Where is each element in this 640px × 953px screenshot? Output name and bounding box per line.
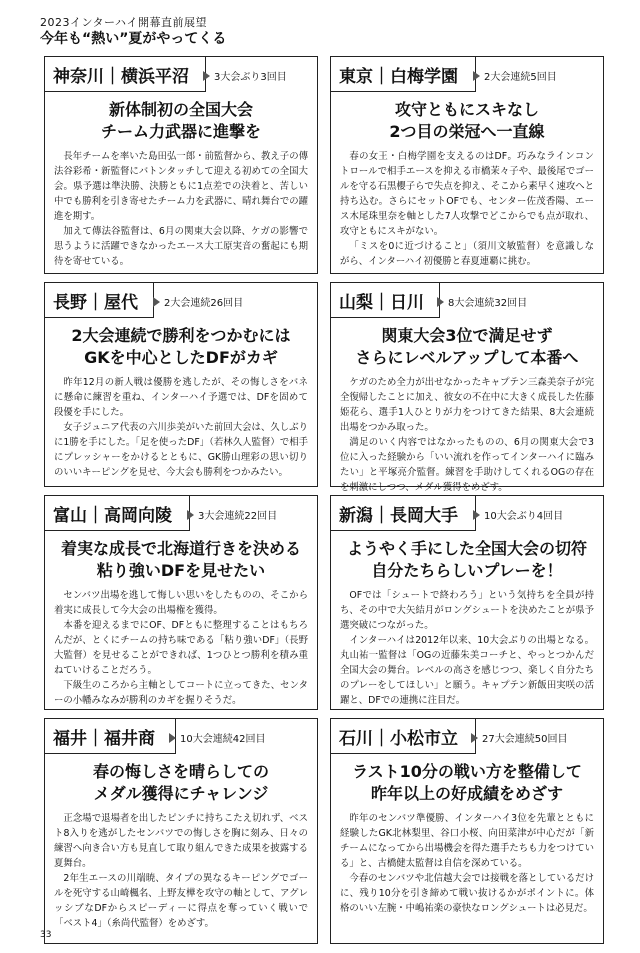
- card-body: [54, 375, 308, 480]
- team-name: 石川｜小松市立: [339, 728, 458, 749]
- card-body: [340, 375, 594, 495]
- headline-line: ラスト10分の戦い方を整備して: [352, 762, 582, 781]
- headline-line: ようやく手にした全国大会の切符: [346, 539, 587, 558]
- team-name: 新潟｜長岡大手: [339, 505, 458, 526]
- headline-line: 新体制初の全国大会: [108, 100, 253, 119]
- card-headline: [331, 99, 603, 143]
- headline-line: メダル獲得にチャレンジ: [93, 784, 269, 803]
- headline-line: 昨年以上の好成績をめざす: [370, 784, 563, 803]
- team-card: [44, 56, 318, 274]
- body-paragraph: OFでは「シュートで終わろう」という気持ちを全員が持ち、その中で大矢結月がロングシュートを決めたことが県予選突破につながった。: [340, 590, 594, 631]
- card-body: [54, 588, 308, 708]
- team-name: 富山｜高岡向陵: [53, 505, 172, 526]
- team-card: [330, 495, 604, 710]
- team-tab: [45, 496, 190, 531]
- appearance-count: [169, 730, 265, 745]
- arrow-icon: [203, 71, 210, 81]
- body-paragraph: インターハイは2012年以来、10大会ぶりの出場となる。丸山祐一監督は「OGの近藤朱美コーチと、やっとつかんだ全国大会の舞台。レベルの高さを感じつつ、楽しく自分たちのプレーをしてほしい」と願う。キャプテン新飯田実咲の活躍と、DFでの連携に注目だ。: [340, 635, 594, 706]
- headline-line: 攻守ともにスキなし: [394, 100, 539, 119]
- body-paragraph: 今春のセンバツや北信越大会では接戦を落としているだけに、残り10分を引き締めて戦い抜けるかがポイントに。体格のいい左腕・中嶋祐楽の豪快なロングシュートは必見だ。: [340, 873, 594, 914]
- team-name: 山梨｜日川: [339, 292, 424, 313]
- appearance-text: 3大会連続22回目: [198, 511, 278, 522]
- card-body: [54, 811, 308, 931]
- appearance-count: [187, 507, 277, 522]
- appearance-count: [153, 294, 243, 309]
- arrow-icon: [473, 71, 480, 81]
- headline-line: 着実な成長で北海道行きを決める: [60, 539, 301, 558]
- team-tab: [331, 283, 440, 318]
- appearance-text: 8大会連続32回目: [448, 298, 528, 309]
- card-headline: [45, 761, 317, 805]
- team-tab: [45, 283, 154, 318]
- appearance-count: [203, 68, 287, 83]
- appearance-text: 10大会連続42回目: [180, 734, 266, 745]
- arrow-icon: [187, 510, 194, 520]
- headline-line: 自分たちらしいプレーを！: [371, 561, 563, 580]
- appearance-text: 3大会ぶり3回目: [214, 72, 287, 83]
- team-card: [44, 495, 318, 710]
- appearance-count: [473, 68, 557, 83]
- team-tab: [331, 496, 476, 531]
- team-card: [330, 718, 604, 944]
- team-card: [330, 282, 604, 493]
- team-name: 神奈川｜横浜平沼: [53, 66, 189, 87]
- arrow-icon: [169, 733, 176, 743]
- body-paragraph: ケガのため全力が出せなかったキャプテン三森美奈子が完全復帰したことに加え、彼女の不在中に大きく成長した佐藤姫花ら、選手1人ひとりが力をつけてきた結果、8大会連続出場をつかみ取った。: [340, 377, 594, 433]
- body-paragraph: 長年チームを率いた島田弘一郎・前監督から、教え子の傳法谷彩希・新監督にバトンタッチして迎える初めての全国大会。県予選は準決勝、決勝ともに1点差での決着と、苦しい中でも勝利を引き寄せたチーム力を武器に、晴れ舞台での躍進を期す。: [54, 151, 308, 222]
- body-paragraph: 昨年のセンバツ準優勝、インターハイ3位を先輩とともに経験したGK北林梨里、谷口小桜、向田菜津が中心だが「新チームになってから出場機会を得た選手たちも力をつけている」と、古橋健太監督は自信を深めている。: [340, 813, 594, 869]
- arrow-icon: [437, 297, 444, 307]
- appearance-text: 2大会連続5回目: [484, 72, 557, 83]
- team-tab: [45, 719, 176, 754]
- card-headline: [331, 325, 603, 369]
- appearance-count: [437, 294, 527, 309]
- arrow-icon: [471, 733, 478, 743]
- arrow-icon: [153, 297, 160, 307]
- card-body: [340, 149, 594, 269]
- appearance-text: 27大会連続50回目: [482, 734, 568, 745]
- page-number: 33: [40, 930, 52, 940]
- card-body: [54, 149, 308, 269]
- headline-line: チーム力武器に進撃を: [100, 122, 261, 141]
- body-paragraph: 満足のいく内容ではなかったものの、6月の関東大会で3位に入った経験から「いい流れを作ってインターハイに臨みたい」と平塚亮介監督。練習を手助けしてくれるOGの存在を刺激にしつつ、メダル獲得をめざす。: [340, 437, 594, 493]
- team-card: [330, 56, 604, 274]
- headline-line: 2大会連続で勝利をつかむには: [71, 326, 291, 345]
- card-headline: [331, 761, 603, 805]
- appearance-text: 2大会連続26回目: [164, 298, 244, 309]
- team-tab: [331, 719, 476, 754]
- body-paragraph: 昨年12月の新人戦は優勝を逃したが、その悔しさをバネに懸命に練習を重ね、インターハイ予選では、DFを固めて段優を手にした。: [54, 377, 308, 418]
- headline-line: 関東大会3位で満足せず: [381, 326, 553, 345]
- headline-line: 春の悔しさを晴らしての: [92, 762, 269, 781]
- team-name: 東京｜白梅学園: [339, 66, 458, 87]
- appearance-count: [473, 507, 563, 522]
- headline-line: さらにレベルアップして本番へ: [355, 348, 579, 367]
- body-paragraph: 正念場で退場者を出したピンチに持ちこたえ切れず、ベスト8入りを逃がしたセンバツでの悔しさを胸に刻み、日々の練習へ向き合い方も見直して取り組んできた成果を披露する夏舞台。: [54, 813, 308, 869]
- preview-grid: [44, 56, 604, 944]
- card-headline: [45, 538, 317, 582]
- body-paragraph: 2年生エースの川端暁、タイプの異なるキーピングでゴールを死守する山崎楓名、上野友樺を攻守の軸として、アグレッシブなDFからスピーディーに得点を奪っていく戦いで「ベスト4」（糸尚代監督）をめざす。: [54, 873, 308, 929]
- team-tab: [45, 57, 206, 92]
- headline-line: 粘り強いDFを見せたい: [96, 561, 266, 580]
- team-card: [44, 282, 318, 487]
- body-paragraph: 下級生のころから主軸としてコートに立ってきた、センターの小幡みなみが勝利のカギを握りそうだ。: [54, 680, 308, 706]
- team-card: [44, 718, 318, 944]
- body-paragraph: センバツ出場を逃して悔しい思いをしたものの、そこから着実に成長して今大会の出場権を獲得。: [54, 590, 308, 616]
- card-body: [340, 811, 594, 916]
- team-name: 長野｜屋代: [53, 292, 138, 313]
- card-body: [340, 588, 594, 708]
- appearance-text: 10大会ぶり4回目: [484, 511, 564, 522]
- body-paragraph: 春の女王・白梅学園を支えるのはDF。巧みなラインコントロールで相手エースを抑える市橋茉々子や、最後尾でゴールを守る石黒櫻子らで失点を抑え、そこから素早く速攻へと持ち込む。さらにセットOFでも、センター佐茂香陽、エース木尾珠里奈を軸とした7人攻撃でどこからでも点が取れ、攻守ともにスキがない。: [340, 151, 594, 237]
- body-paragraph: 女子ジュニア代表の六川歩美がいた前回大会は、久しぶりに1勝を手にした。「足を使ったDF」（若林久人監督）で相手にプレッシャーをかけるとともに、GK勝山理彩の思い切りのいいキーピングを見せ、今大会も勝利をつかみたい。: [54, 422, 308, 478]
- team-name: 福井｜福井商: [53, 728, 155, 749]
- page-title: 今年も“熱い”夏がやってくる: [40, 31, 227, 47]
- appearance-count: [471, 730, 567, 745]
- headline-line: 2つ目の栄冠へ一直線: [389, 122, 545, 141]
- headline-line: GKを中心としたDFがカギ: [84, 348, 278, 367]
- body-paragraph: 加えて傳法谷監督は、6月の関東大会以降、ケガの影響で思うように活躍できなかったエース大工原実音の奮起にも期待を寄せている。: [54, 226, 308, 267]
- team-tab: [331, 57, 476, 92]
- card-headline: [45, 325, 317, 369]
- arrow-icon: [473, 510, 480, 520]
- body-paragraph: 本番を迎えるまでにOF、DFともに整理することはもちろんだが、とくにチームの持ち味である「粘り強いDF」（長野大監督）を見せることができれば、1つひとつ勝利を積み重ねていけることだろう。: [54, 620, 308, 676]
- page-supertitle: 2023インターハイ開幕直前展望: [40, 16, 208, 29]
- card-headline: [45, 99, 317, 143]
- card-headline: [331, 538, 603, 582]
- body-paragraph: 「ミスを0に近づけること」（須川文敏監督）を意識しながら、インターハイ初優勝と春夏連覇に挑む。: [340, 241, 594, 267]
